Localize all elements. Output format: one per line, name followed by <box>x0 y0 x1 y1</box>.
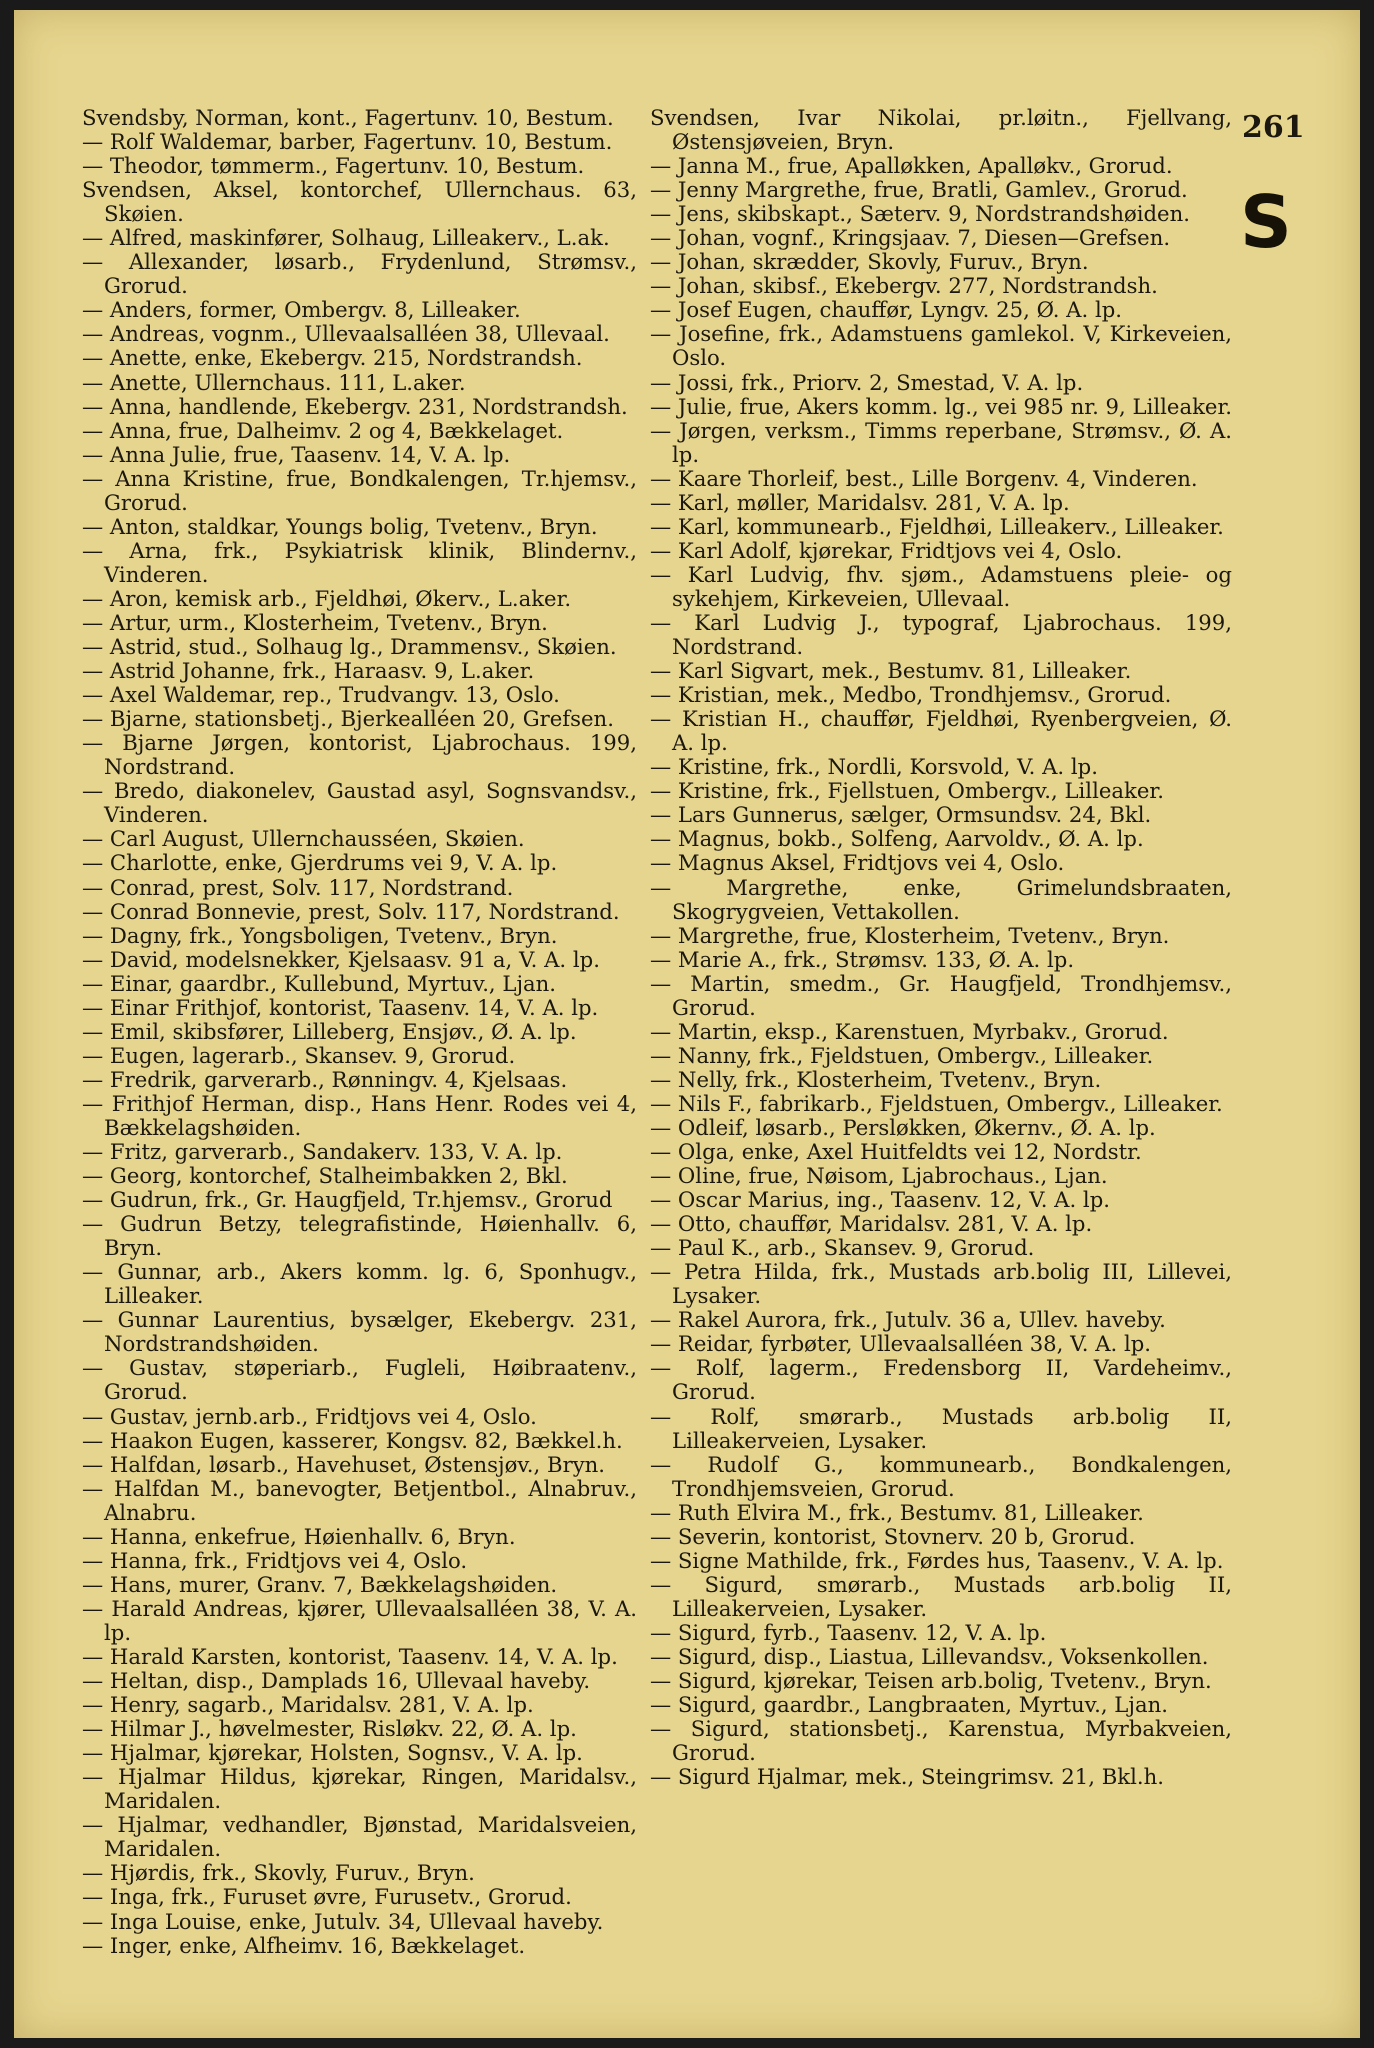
directory-entry: — Astrid Johanne, frk., Haraasv. 9, L.aker. <box>82 658 535 684</box>
directory-entry: — Gudrun, frk., Gr. Haugfjeld, Tr.hjemsv., Grorud <box>82 1187 613 1213</box>
directory-entry: — Hanna, enkefrue, Høienhallv. 6, Bryn. <box>82 1523 516 1549</box>
directory-entry: — Severin, kontorist, Stovnerv. 20 b, Grorud. <box>650 1523 1136 1549</box>
directory-entry: — Janna M., frue, Apalløkken, Apalløkv., Grorud. <box>650 153 1173 179</box>
directory-entry: — Sigurd, stationsbetj., Karenstua, Myrbakveien, Grorud. <box>650 1716 1232 1766</box>
directory-entry: — Johan, skrædder, Skovly, Furuv., Bryn. <box>650 249 1089 275</box>
directory-entry: — Sigurd Hjalmar, mek., Steingrimsv. 21, Bkl.h. <box>650 1764 1165 1790</box>
directory-entry: — Kristian, mek., Medbo, Trondhjemsv., Grorud. <box>650 682 1172 708</box>
directory-entry: — Heltan, disp., Damplads 16, Ullevaal haveby. <box>82 1668 591 1694</box>
directory-entry: — Nils F., fabrikarb., Fjeldstuen, Ombergv., Lilleaker. <box>650 1090 1223 1116</box>
directory-entry: — Kristian H., chauffør, Fjeldhøi, Ryenbergveien, Ø. A. lp. <box>650 706 1232 756</box>
directory-entry: — Gunnar, arb., Akers komm. lg. 6, Sponhugv., Lilleaker. <box>82 1259 637 1309</box>
directory-entry: — Hans, murer, Granv. 7, Bækkelagshøiden. <box>82 1571 558 1597</box>
directory-entry: — Gustav, jernb.arb., Fridtjovs vei 4, Oslo. <box>82 1403 537 1429</box>
directory-entry: — Einar Frithjof, kontorist, Taasenv. 14, V. A. lp. <box>82 994 599 1020</box>
directory-entry: — Fredrik, garverarb., Rønningv. 4, Kjelsaas. <box>82 1066 568 1092</box>
directory-entry: — Hjørdis, frk., Skovly, Furuv., Bryn. <box>82 1860 475 1886</box>
directory-entry: — Allexander, løsarb., Frydenlund, Strømsv., Grorud. <box>82 249 637 299</box>
directory-entry: — Fritz, garverarb., Sandakerv. 133, V. A. lp. <box>82 1139 563 1165</box>
directory-entry: — Karl, kommunearb., Fjeldhøi, Lilleakerv., Lilleaker. <box>650 513 1224 539</box>
directory-entry: — Jossi, frk., Priorv. 2, Smestad, V. A. lp. <box>650 369 1084 395</box>
directory-entry: — Sigurd, disp., Liastua, Lillevandsv., Voksenkollen. <box>650 1644 1209 1669</box>
directory-entry: — Bjarne Jørgen, kontorist, Ljabrochaus. 199, Nordstrand. <box>82 730 637 780</box>
directory-entry: — Kristine, frk., Fjellstuen, Ombergv., Lilleaker. <box>650 778 1164 804</box>
directory-entry: — Rakel Aurora, frk., Jutulv. 36 a, Ullev. haveby. <box>650 1307 1166 1333</box>
directory-entry: — Ruth Elvira M., frk., Bestumv. 81, Lilleaker. <box>650 1499 1144 1525</box>
directory-entry: — Lars Gunnerus, sælger, Ormsundsv. 24, Bkl. <box>650 802 1152 828</box>
directory-entry: — Sigurd, smørarb., Mustads arb.bolig II, Lilleakerveien, Lysaker. <box>650 1571 1232 1621</box>
directory-entry: — Reidar, fyrbøter, Ullevaalsalléen 38, V. A. lp. <box>650 1331 1152 1357</box>
directory-entry: — Andreas, vognm., Ullevaalsalléen 38, Ullevaal. <box>82 321 610 347</box>
directory-entry: — Martin, smedm., Gr. Haugfjeld, Trondhjemsv., Grorud. <box>650 970 1232 1020</box>
directory-entry: — Anette, Ullernchaus. 111, L.aker. <box>82 369 466 395</box>
directory-entry: — Margrethe, frue, Klosterheim, Tvetenv., Bryn. <box>650 922 1170 948</box>
directory-entry: — Hjalmar, vedhandler, Bjønstad, Maridalsveien, Maridalen. <box>82 1812 637 1862</box>
directory-entry: — Oscar Marius, ing., Taasenv. 12, V. A. lp. <box>650 1187 1111 1213</box>
directory-entry: — Kaare Thorleif, best., Lille Borgenv. 4, Vinderen. <box>650 465 1198 491</box>
directory-entry: — Anna Kristine, frue, Bondkalengen, Tr.hjemsv., Grorud. <box>82 465 637 515</box>
directory-entry: — Sigurd, kjørekar, Teisen arb.bolig, Tvetenv., Bryn. <box>650 1668 1212 1694</box>
directory-entry: — Kristine, frk., Nordli, Korsvold, V. A. lp. <box>650 754 1098 780</box>
directory-entry: — Hanna, frk., Fridtjovs vei 4, Oslo. <box>82 1547 468 1573</box>
directory-entry: — Inga Louise, enke, Jutulv. 34, Ullevaal haveby. <box>82 1908 604 1934</box>
directory-entry: — Frithjof Herman, disp., Hans Henr. Rodes vei 4, Bækkelagshøiden. <box>82 1090 637 1140</box>
directory-entry: — Alfred, maskinfører, Solhaug, Lilleakerv., L.ak. <box>82 225 610 251</box>
directory-entry: — Anna, handlende, Ekebergv. 231, Nordstrandsh. <box>82 393 628 419</box>
directory-entry: — Gudrun Betzy, telegrafistinde, Høienhallv. 6, Bryn. <box>82 1211 637 1261</box>
directory-entry: Svendsen, Ivar Nikolai, pr.løitn., Fjellvang, Østensjøveien, Bryn. <box>650 105 1232 155</box>
page-number: 261 <box>1242 110 1305 145</box>
directory-entry: — Josefine, frk., Adamstuens gamlekol. V, Kirkeveien, Oslo. <box>650 321 1232 371</box>
directory-entry: — Gustav, støperiarb., Fugleli, Høibraatenv., Grorud. <box>82 1355 637 1405</box>
directory-entry: — Oline, frue, Nøisom, Ljabrochaus., Ljan. <box>650 1163 1108 1189</box>
directory-entry: — Paul K., arb., Skansev. 9, Grorud. <box>650 1235 1035 1261</box>
directory-entry: — Karl Ludvig J., typograf, Ljabrochaus. 199, Nordstrand. <box>650 609 1232 660</box>
directory-entry: — Haakon Eugen, kasserer, Kongsv. 82, Bækkel.h. <box>82 1427 623 1453</box>
directory-entry: — Conrad, prest, Solv. 117, Nordstrand. <box>82 874 514 900</box>
directory-entry: — Rolf Waldemar, barber, Fagertunv. 10, Bestum. <box>82 129 613 155</box>
directory-entry: — Inger, enke, Alfheimv. 16, Bækkelaget. <box>82 1932 526 1958</box>
directory-entry: — Karl, møller, Maridalsv. 281, V. A. lp. <box>650 489 1070 515</box>
section-letter: S <box>1240 180 1292 264</box>
directory-entry: — Dagny, frk., Yongsboligen, Tvetenv., Bryn. <box>82 922 558 948</box>
directory-entry: — Johan, vognf., Kringsjaav. 7, Diesen—Grefsen. <box>650 225 1171 251</box>
directory-entry: — Karl Adolf, kjørekar, Fridtjovs vei 4, Oslo. <box>650 537 1123 563</box>
directory-entry: — Johan, skibsf., Ekebergv. 277, Nordstrandsh. <box>650 273 1158 299</box>
directory-entry: — Charlotte, enke, Gjerdrums vei 9, V. A. lp. <box>82 850 558 876</box>
directory-entry: — Nelly, frk., Klosterheim, Tvetenv., Bryn. <box>650 1066 1102 1092</box>
directory-entry: — Einar, gaardbr., Kullebund, Myrtuv., Ljan. <box>82 970 557 996</box>
directory-entry: — Olga, enke, Axel Huitfeldts vei 12, Nordstr. <box>650 1139 1142 1165</box>
directory-entry: — Anders, former, Ombergv. 8, Lilleaker. <box>82 297 521 323</box>
directory-entry: — Bjarne, stationsbetj., Bjerkealléen 20, Grefsen. <box>82 706 614 732</box>
directory-entry: — Arna, frk., Psykiatrisk klinik, Blindernv., Vinderen. <box>82 537 637 587</box>
directory-entry: — Petra Hilda, frk., Mustads arb.bolig III, Lillevei, Lysaker. <box>650 1259 1232 1309</box>
directory-entry: — Hjalmar Hildus, kjørekar, Ringen, Maridalsv., Maridalen. <box>82 1764 637 1814</box>
right-column <box>650 106 1232 1789</box>
directory-entry: — Jørgen, verksm., Timms reperbane, Strømsv., Ø. A. lp. <box>650 417 1232 467</box>
directory-entry: — David, modelsnekker, Kjelsaasv. 91 a, V. A. lp. <box>82 946 600 972</box>
directory-entry: — Astrid, stud., Solhaug lg., Drammensv., Skøien. <box>82 634 617 660</box>
directory-entry: — Rolf, smørarb., Mustads arb.bolig II, Lilleakerveien, Lysaker. <box>650 1403 1232 1453</box>
directory-entry: — Josef Eugen, chauffør, Lyngv. 25, Ø. A. lp. <box>650 297 1123 323</box>
directory-entry: — Henry, sagarb., Maridalsv. 281, V. A. lp. <box>82 1692 534 1718</box>
directory-entry: — Carl August, Ullernchausséen, Skøien. <box>82 826 525 852</box>
directory-entry: — Margrethe, enke, Grimelundsbraaten, Skogrygveien, Vettakollen. <box>650 874 1232 924</box>
directory-entry: — Hilmar J., høvelmester, Risløkv. 22, Ø. A. lp. <box>82 1716 577 1742</box>
directory-entry: — Halfdan M., banevogter, Betjentbol., Alnabruv., Alnabru. <box>82 1475 637 1525</box>
directory-entry: — Hjalmar, kjørekar, Holsten, Sognsv., V. A. lp. <box>82 1740 583 1766</box>
directory-entry: — Julie, frue, Akers komm. lg., vei 985 nr. 9, Lilleaker. <box>650 393 1232 419</box>
directory-entry: — Anette, enke, Ekebergv. 215, Nordstrandsh. <box>82 345 583 371</box>
directory-entry: — Georg, kontorchef, Stalheimbakken 2, Bkl. <box>82 1163 568 1189</box>
directory-entry: — Odleif, løsarb., Persløkken, Økernv., Ø. A. lp. <box>650 1114 1156 1140</box>
directory-entry: — Magnus, bokb., Solfeng, Aarvoldv., Ø. A. lp. <box>650 826 1144 852</box>
directory-entry: — Axel Waldemar, rep., Trudvangv. 13, Oslo. <box>82 682 560 708</box>
directory-entry: — Anton, staldkar, Youngs bolig, Tvetenv., Bryn. <box>82 513 598 539</box>
directory-entry: — Anna Julie, frue, Taasenv. 14, V. A. lp. <box>82 441 511 467</box>
directory-entry: — Artur, urm., Klosterheim, Tvetenv., Bryn. <box>82 609 548 635</box>
directory-entry: — Sigurd, gaardbr., Langbraaten, Myrtuv., Ljan. <box>650 1692 1168 1718</box>
directory-entry: — Anna, frue, Dalheimv. 2 og 4, Bækkelaget. <box>82 417 564 443</box>
directory-entry: — Conrad Bonnevie, prest, Solv. 117, Nordstrand. <box>82 898 620 924</box>
directory-entry: — Bredo, diakonelev, Gaustad asyl, Sognsvandsv., Vinderen. <box>82 778 637 828</box>
directory-entry: — Gunnar Laurentius, bysælger, Ekebergv. 231, Nordstrandshøiden. <box>82 1307 637 1357</box>
directory-entry: — Signe Mathilde, frk., Førdes hus, Taasenv., V. A. lp. <box>650 1547 1224 1573</box>
directory-entry: — Jens, skibskapt., Sæterv. 9, Nordstrandshøiden. <box>650 201 1190 227</box>
directory-entry: — Otto, chauffør, Maridalsv. 281, V. A. lp. <box>650 1211 1093 1237</box>
directory-entry: — Rolf, lagerm., Fredensborg II, Vardeheimv., Grorud. <box>650 1355 1232 1405</box>
directory-entry: — Sigurd, fyrb., Taasenv. 12, V. A. lp. <box>650 1619 1047 1645</box>
directory-entry: — Karl Ludvig, fhv. sjøm., Adamstuens pleie- og sykehjem, Kirkeveien, Ullevaal. <box>650 561 1232 611</box>
directory-entry: Svendsen, Aksel, kontorchef, Ullernchaus. 63, Skøien. <box>82 177 637 227</box>
directory-entry: Svendsby, Norman, kont., Fagertunv. 10, Bestum. <box>82 105 614 130</box>
directory-entry: — Magnus Aksel, Fridtjovs vei 4, Oslo. <box>650 850 1065 876</box>
directory-entry: — Theodor, tømmerm., Fagertunv. 10, Bestum. <box>82 153 585 179</box>
left-column <box>82 106 637 1958</box>
directory-entry: — Marie A., frk., Strømsv. 133, Ø. A. lp. <box>650 946 1075 972</box>
directory-entry: — Martin, eksp., Karenstuen, Myrbakv., Grorud. <box>650 1018 1169 1044</box>
directory-entry: — Nanny, frk., Fjeldstuen, Ombergv., Lilleaker. <box>650 1042 1154 1068</box>
directory-entry: — Aron, kemisk arb., Fjeldhøi, Økerv., L.aker. <box>82 585 572 611</box>
directory-entry: — Inga, frk., Furuset øvre, Furusetv., Grorud. <box>82 1884 572 1910</box>
directory-page <box>14 10 1360 2038</box>
directory-entry: — Eugen, lagerarb., Skansev. 9, Grorud. <box>82 1042 516 1068</box>
directory-entry: — Emil, skibsfører, Lilleberg, Ensjøv., Ø. A. lp. <box>82 1018 577 1044</box>
directory-entry: — Karl Sigvart, mek., Bestumv. 81, Lilleaker. <box>650 658 1132 684</box>
directory-entry: — Rudolf G., kommunearb., Bondkalengen, Trondhjemsveien, Grorud. <box>650 1451 1232 1501</box>
directory-entry: — Jenny Margrethe, frue, Bratli, Gamlev., Grorud. <box>650 177 1188 203</box>
directory-entry: — Harald Andreas, kjører, Ullevaalsalléen 38, V. A. lp. <box>82 1595 637 1645</box>
directory-entry: — Harald Karsten, kontorist, Taasenv. 14, V. A. lp. <box>82 1644 618 1669</box>
directory-entry: — Halfdan, løsarb., Havehuset, Østensjøv., Bryn. <box>82 1451 606 1477</box>
